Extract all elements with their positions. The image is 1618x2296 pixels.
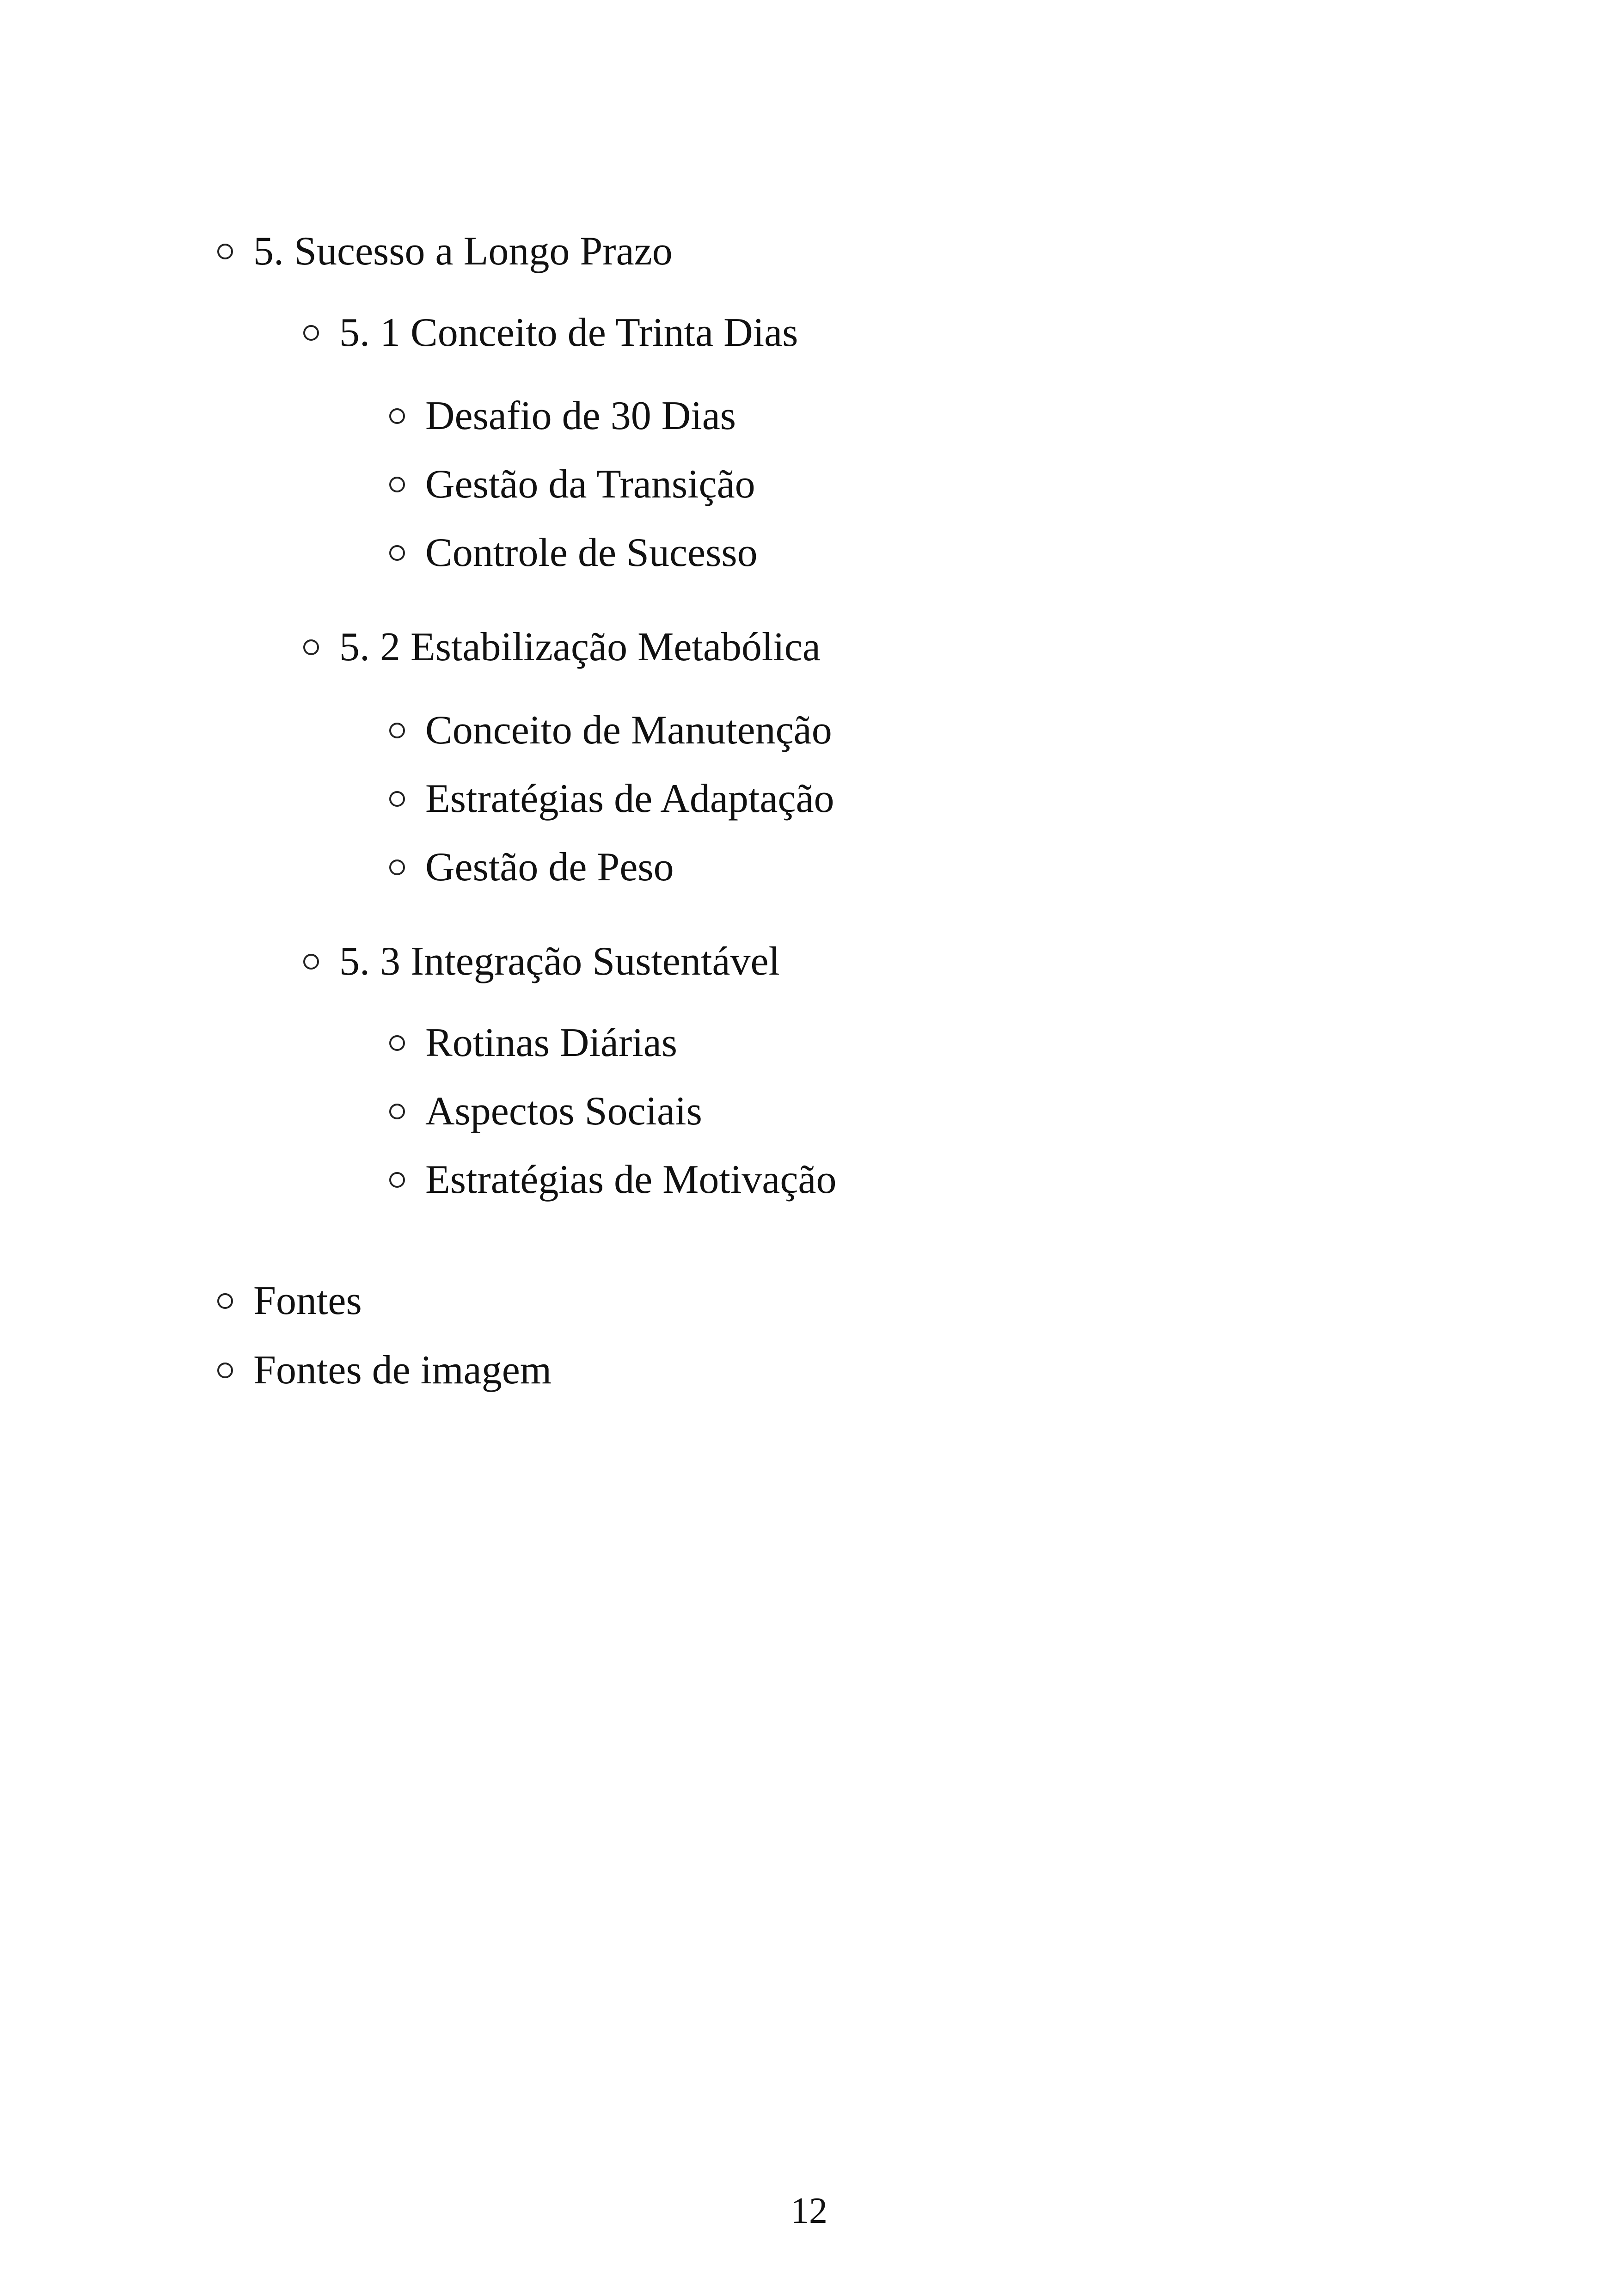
toc-entry-label: Controle de Sucesso bbox=[425, 530, 758, 575]
toc-entry-label: Estratégias de Adaptação bbox=[425, 776, 834, 821]
toc-entry-aspectos-sociais[interactable] bbox=[389, 1091, 702, 1132]
circle-bullet-icon bbox=[389, 1104, 405, 1119]
toc-entry-label: 5. 1 Conceito de Trinta Dias bbox=[339, 310, 798, 355]
toc-entry-label: Fontes de imagem bbox=[253, 1348, 552, 1393]
toc-entry-conceito-manutencao[interactable] bbox=[389, 710, 832, 751]
toc-entry-label: Fontes bbox=[253, 1278, 362, 1323]
toc-entry-section-5-3[interactable] bbox=[303, 941, 780, 982]
toc-entry-estrategias-adaptacao[interactable] bbox=[389, 776, 834, 821]
circle-bullet-icon bbox=[217, 1363, 233, 1378]
circle-bullet-icon bbox=[389, 477, 405, 492]
toc-entry-label: Gestão de Peso bbox=[425, 845, 674, 890]
toc-entry-gestao-transicao[interactable] bbox=[389, 464, 755, 505]
circle-bullet-icon bbox=[389, 1035, 405, 1051]
toc-entry-rotinas-diarias[interactable] bbox=[389, 1020, 678, 1065]
toc-entry-label: Gestão da Transição bbox=[425, 462, 755, 507]
toc-entry-label: Rotinas Diárias bbox=[425, 1020, 678, 1065]
toc-entry-label: Conceito de Manutenção bbox=[425, 708, 832, 753]
circle-bullet-icon bbox=[217, 244, 233, 259]
toc-entry-estrategias-motivacao[interactable] bbox=[389, 1157, 837, 1202]
toc-entry-section-5-2[interactable] bbox=[303, 627, 821, 668]
circle-bullet-icon bbox=[303, 954, 319, 970]
toc-entry-label: 5. 2 Estabilização Metabólica bbox=[339, 625, 821, 669]
circle-bullet-icon bbox=[303, 325, 319, 341]
toc-entry-label: 5. Sucesso a Longo Prazo bbox=[253, 229, 673, 274]
circle-bullet-icon bbox=[389, 408, 405, 424]
toc-entry-label: Desafio de 30 Dias bbox=[425, 393, 736, 438]
toc-entry-section-5-1[interactable] bbox=[303, 310, 798, 355]
circle-bullet-icon bbox=[303, 639, 319, 655]
toc-entry-label: 5. 3 Integração Sustentável bbox=[339, 939, 780, 984]
circle-bullet-icon bbox=[389, 723, 405, 738]
circle-bullet-icon bbox=[389, 545, 405, 561]
toc-entry-section-5[interactable] bbox=[217, 231, 673, 272]
circle-bullet-icon bbox=[389, 859, 405, 875]
toc-entry-label: Estratégias de Motivação bbox=[425, 1157, 837, 1202]
circle-bullet-icon bbox=[389, 1172, 405, 1188]
toc-entry-gestao-peso[interactable] bbox=[389, 847, 674, 888]
toc-entry-controle-sucesso[interactable] bbox=[389, 530, 758, 575]
toc-entry-fontes-imagem[interactable] bbox=[217, 1350, 552, 1391]
circle-bullet-icon bbox=[217, 1293, 233, 1309]
page-number: 12 bbox=[791, 2191, 827, 2231]
circle-bullet-icon bbox=[389, 791, 405, 807]
toc-entry-desafio-30-dias[interactable] bbox=[389, 393, 736, 438]
toc-entry-label: Aspectos Sociais bbox=[425, 1089, 702, 1134]
toc-entry-fontes[interactable] bbox=[217, 1278, 362, 1323]
